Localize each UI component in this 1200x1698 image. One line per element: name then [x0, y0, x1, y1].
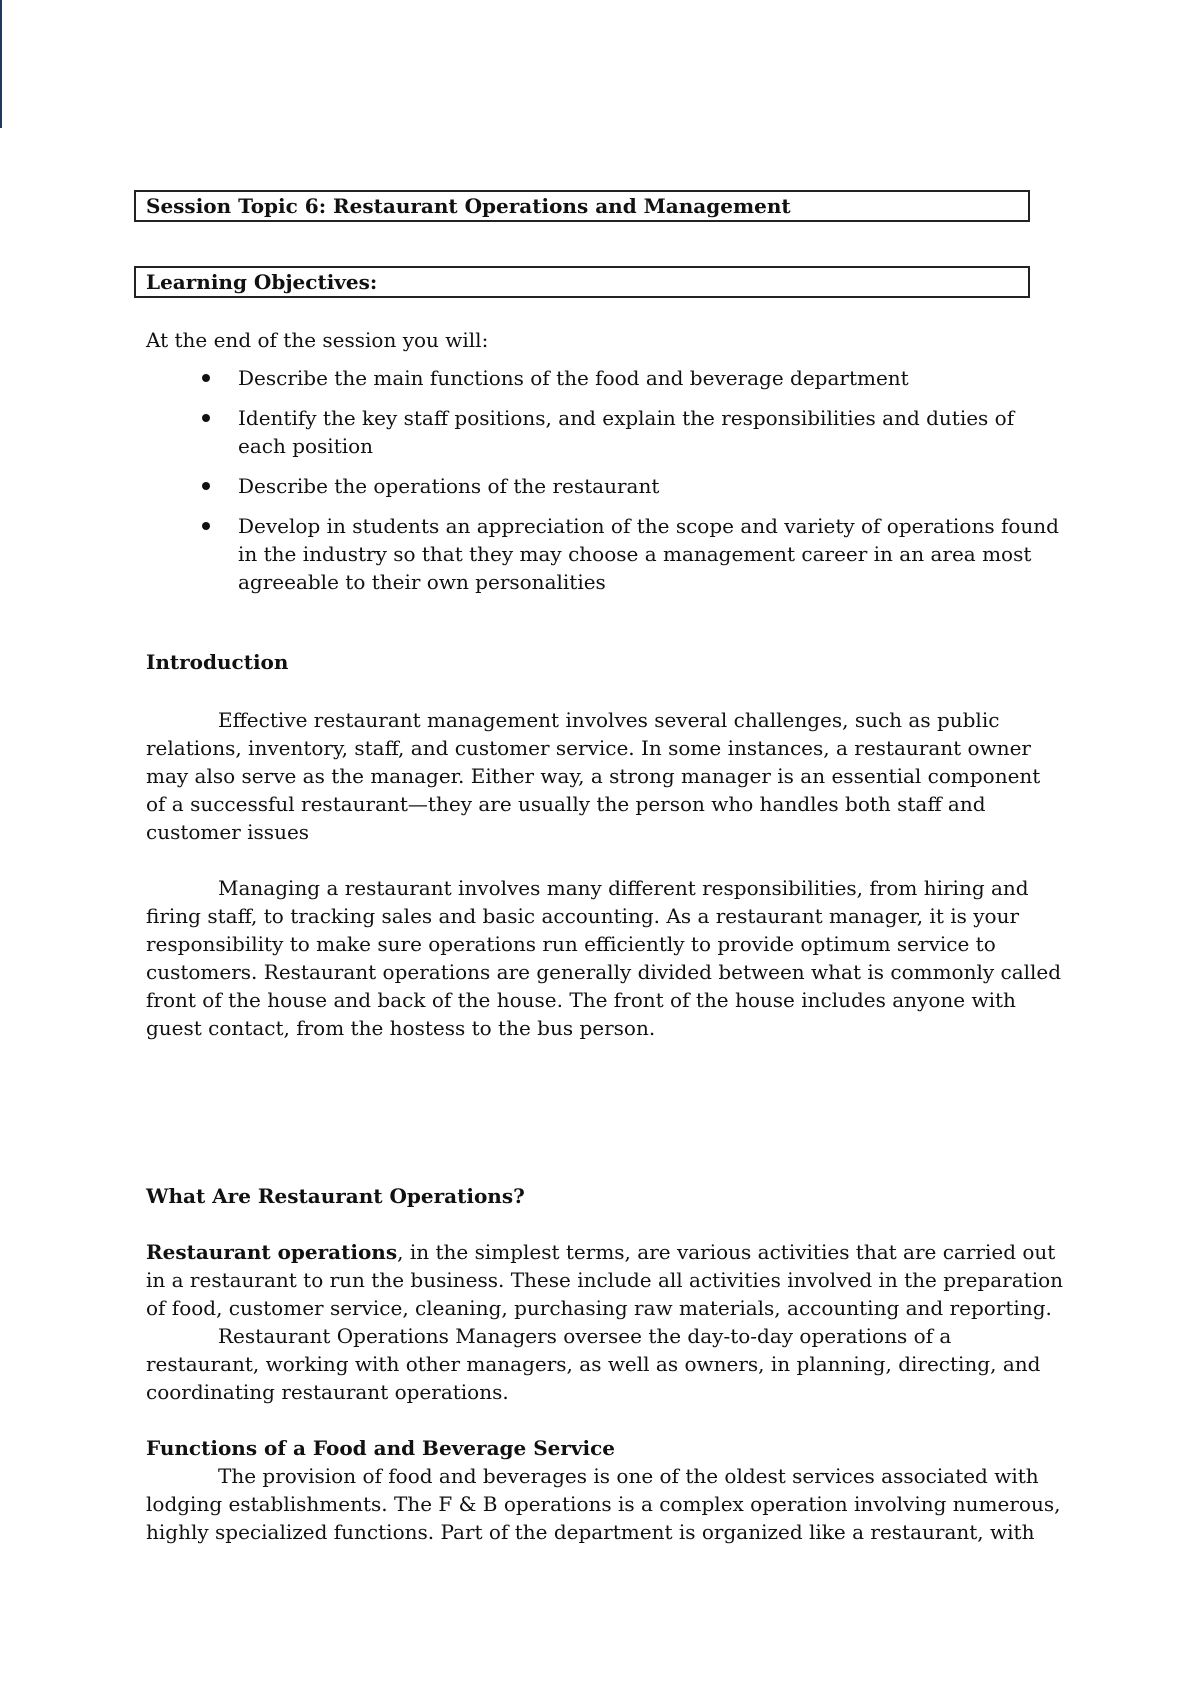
objectives-intro: At the end of the session you will:	[146, 328, 489, 352]
functions-heading: Functions of a Food and Beverage Service	[146, 1436, 616, 1460]
restaurant-operations-term: Restaurant operations	[146, 1240, 398, 1264]
objective-item	[146, 512, 1066, 596]
objective-text: Develop in students an appreciation of the scope and variety of operations found in the industry so that they may choose a management career in an area most agreeable to their own personalities	[238, 514, 1059, 594]
learning-objectives-heading: Learning Objectives:	[134, 266, 1030, 298]
page-edge-mark	[0, 0, 2, 128]
objective-item	[146, 404, 1066, 460]
objective-text: Identify the key staff positions, and explain the responsibilities and duties of each position	[238, 406, 1015, 458]
operations-managers-paragraph: Restaurant Operations Managers oversee the day-to-day operations of a restaurant, working with other managers, as well as owners, in planning, directing, and coordinating restaurant operations.	[146, 1324, 1041, 1404]
restaurant-operations-definition	[146, 1238, 1066, 1322]
document-page	[146, 190, 1066, 1546]
introduction-heading: Introduction	[146, 650, 289, 674]
bullet-icon	[202, 374, 210, 382]
objective-item	[146, 472, 1066, 500]
bullet-icon	[202, 482, 210, 490]
objective-text: Describe the main functions of the food and beverage department	[238, 366, 909, 390]
objective-item	[146, 364, 1066, 392]
bullet-icon	[202, 522, 210, 530]
restaurant-operations-definition-text: , in the simplest terms, are various activities that are carried out in a restaurant to run the business. These include all activities involved in the preparation of food, customer service, cleaning, purchasing raw materials, accounting and reporting.	[146, 1240, 1064, 1320]
objective-text: Describe the operations of the restaurant	[238, 474, 660, 498]
introduction-paragraph-1: Effective restaurant management involves several challenges, such as public relations, inventory, staff, and customer service. In some instances, a restaurant owner may also serve as the manager. Either way, a strong manager is an essential component of a successful restaurant—they are usually the person who handles both staff and customer issues	[146, 708, 1041, 844]
session-topic-heading: Session Topic 6: Restaurant Operations and Management	[134, 190, 1030, 222]
objectives-list	[146, 364, 1066, 596]
bullet-icon	[202, 414, 210, 422]
restaurant-operations-heading: What Are Restaurant Operations?	[146, 1184, 525, 1208]
introduction-paragraph-2: Managing a restaurant involves many different responsibilities, from hiring and firing staff, to tracking sales and basic accounting. As a restaurant manager, it is your responsibility to make sure operations run efficiently to provide optimum service to customers. Restaurant operations are generally divided between what is commonly called front of the house and back of the house. The front of the house includes anyone with guest contact, from the hostess to the bus person.	[146, 876, 1062, 1040]
functions-paragraph: The provision of food and beverages is one of the oldest services associated with lodging establishments. The F & B operations is a complex operation involving numerous, highly specialized functions. Part of the department is organized like a restaurant, with	[146, 1464, 1061, 1544]
